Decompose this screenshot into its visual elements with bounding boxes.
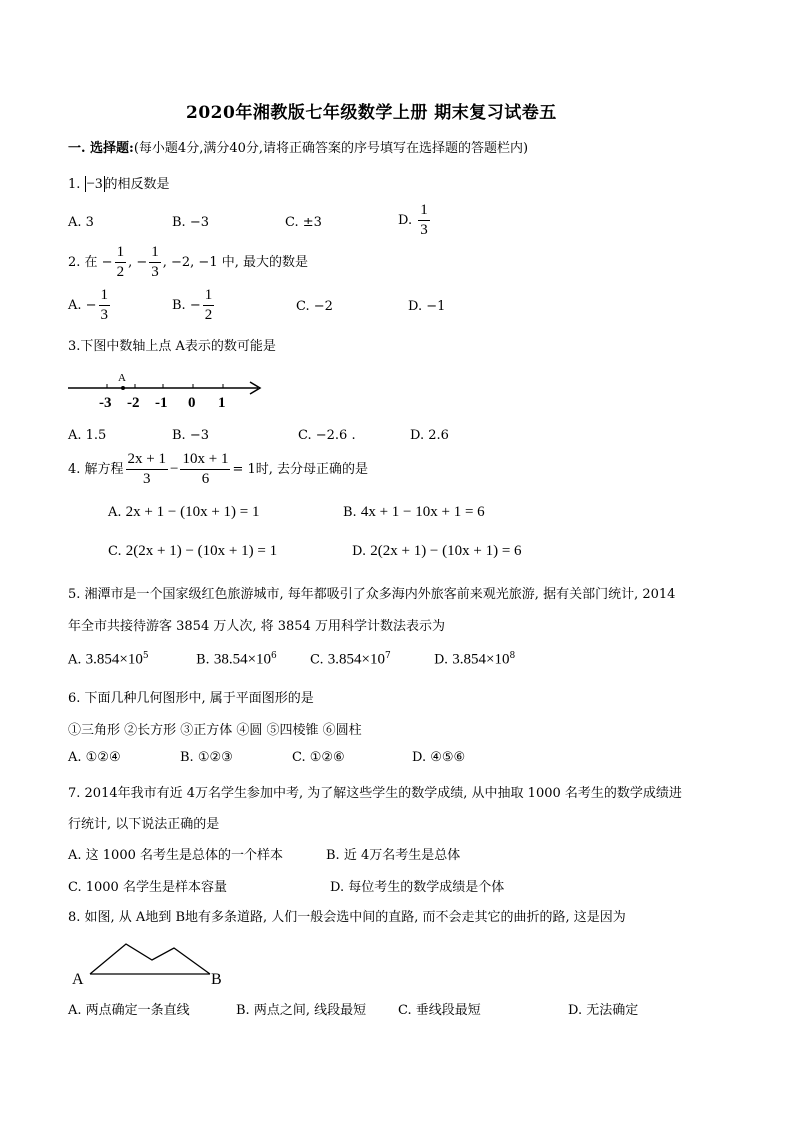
tick-label: -1 — [155, 395, 168, 411]
point-a — [121, 386, 125, 390]
question-5-line-2: 年全市共接待游客 3854 万人次, 将 3854 万用科学计数法表示为 — [68, 619, 445, 634]
fraction-denominator: 2 — [116, 264, 125, 280]
q2-separator: , − — [128, 255, 148, 270]
question-4 — [68, 452, 368, 487]
q5-option-a-exponent: 5 — [142, 651, 149, 661]
q6-option-a: A. ①②④ — [68, 750, 121, 765]
q6-option-c: C. ①②⑥ — [292, 750, 345, 765]
section-note: (每小题4分,满分40分,请将正确答案的序号填写在选择题的答题栏内) — [133, 141, 529, 156]
question-8: 8. 如图, 从 A地到 B地有多条道路, 人们一般会选中间的直路, 而不会走其它的曲折的路, 这是因为 — [68, 910, 626, 925]
question-6: 6. 下面几种几何图形中, 属于平面图形的是 — [68, 691, 314, 706]
fraction-denominator: 3 — [143, 471, 151, 487]
q4-option-a-label: A. — [108, 505, 122, 520]
tick-label: 0 — [188, 395, 196, 411]
q8-option-d: D. 无法确定 — [568, 1003, 639, 1018]
fraction-numerator: 10x + 1 — [180, 452, 230, 470]
q5-option-d-exponent: 8 — [509, 651, 516, 661]
question-2 — [68, 245, 308, 280]
q4-suffix: = 1时, 去分母正确的是 — [232, 462, 369, 477]
q8-option-b: B. 两点之间, 线段最短 — [236, 1003, 367, 1018]
q7-option-b: B. 近 4万名考生是总体 — [326, 848, 461, 863]
q4-option-b-equation: 4x + 1 − 10x + 1 = 6 — [360, 504, 485, 520]
fraction-denominator: 2 — [204, 307, 213, 323]
q6-option-d: D. ④⑤⑥ — [412, 750, 466, 765]
q5-option-d — [434, 651, 515, 668]
q6-items: ①三角形 ②长方形 ③正方体 ④圆 ⑤四棱锥 ⑥圆柱 — [68, 723, 362, 738]
q5-option-c — [310, 651, 391, 668]
question-7-line-2: 行统计, 以下说法正确的是 — [68, 817, 220, 832]
question-1 — [68, 173, 170, 193]
q1-option-d-fraction — [418, 203, 430, 238]
q4-fraction-1 — [126, 452, 168, 487]
q4-minus: − — [170, 461, 179, 477]
q4-option-a-equation: 2x + 1 − (10x + 1) = 1 — [125, 504, 260, 520]
question-5-line-1: 5. 湘潭市是一个国家级红色旅游城市, 每年都吸引了众多海内外旅客前来观光旅游, 据有关部门统计, 2014 — [68, 587, 676, 602]
q1-number: 1. — [68, 177, 81, 192]
q5-option-c-label: C. — [310, 652, 324, 668]
q4-option-a — [108, 504, 260, 521]
q1-absolute-value: −3 — [86, 176, 103, 192]
q5-option-b-label: B. — [196, 652, 210, 668]
q2-fraction-1 — [115, 245, 127, 280]
tick-label: -3 — [99, 395, 112, 411]
q2-option-a — [68, 288, 112, 323]
fraction-denominator: 3 — [151, 264, 159, 280]
q7-option-c: C. 1000 名学生是样本容量 — [68, 880, 227, 895]
q2-option-a-label: A. − — [68, 298, 97, 313]
q4-option-d-label: D. — [352, 544, 367, 559]
q4-prefix: 4. 解方程 — [68, 462, 124, 477]
point-a-label: A — [118, 372, 126, 384]
q2-option-d: D. −1 — [408, 299, 446, 314]
q4-option-d-equation: 2(2x + 1) − (10x + 1) = 6 — [370, 543, 522, 559]
point-b-label: B — [211, 971, 222, 988]
fraction-numerator: 2x + 1 — [126, 452, 168, 470]
q2-option-b — [172, 288, 216, 323]
q3-option-c: C. −2.6 . — [298, 428, 356, 443]
question-3: 3.下图中数轴上点 A表示的数可能是 — [68, 339, 276, 354]
page-title: 2020年湘教版七年级数学上册 期末复习试卷五 — [186, 103, 557, 123]
q5-option-a-base: 3.854×10 — [85, 651, 143, 668]
section-heading — [68, 137, 528, 156]
q8-option-a: A. 两点确定一条直线 — [68, 1003, 190, 1018]
q1-option-c: C. ±3 — [285, 215, 322, 230]
q2-option-b-fraction — [203, 288, 215, 323]
fraction-numerator: 1 — [149, 245, 161, 263]
q1-text: 的相反数是 — [104, 177, 170, 192]
fraction-denominator: 6 — [201, 471, 210, 487]
q3-option-b: B. −3 — [172, 428, 209, 443]
q4-option-c — [108, 543, 277, 560]
q7-option-a: A. 这 1000 名考生是总体的一个样本 — [68, 848, 284, 863]
fraction-numerator: 1 — [115, 245, 127, 263]
q3-option-a: A. 1.5 — [68, 428, 107, 443]
q1-option-d — [398, 203, 432, 238]
fraction-numerator: 1 — [418, 203, 430, 221]
q1-option-a: A. 3 — [68, 215, 94, 230]
q8-option-c: C. 垂线段最短 — [398, 1003, 481, 1018]
q5-option-d-label: D. — [434, 652, 449, 668]
q2-suffix: , −2, −1 中, 最大的数是 — [162, 255, 308, 270]
q5-option-b — [196, 651, 277, 668]
q5-option-b-base: 38.54×10 — [213, 651, 272, 668]
number-line-figure — [66, 366, 266, 412]
question-7-line-1: 7. 2014年我市有近 4万名学生参加中考, 为了解这些学生的数学成绩, 从中抽取 1000 名考生的数学成绩进 — [68, 786, 682, 801]
fraction-denominator: 3 — [100, 307, 109, 323]
fraction-numerator: 1 — [203, 288, 215, 306]
q4-fraction-2 — [180, 452, 230, 487]
q5-option-a — [68, 651, 149, 668]
q4-option-d — [352, 543, 522, 560]
q6-option-b: B. ①②③ — [180, 750, 233, 765]
q4-option-c-label: C. — [108, 544, 122, 559]
q4-option-c-equation: 2(2x + 1) − (10x + 1) = 1 — [125, 543, 278, 559]
point-a-label: A — [72, 971, 84, 988]
section-label: 一. 选择题: — [68, 141, 134, 156]
tick-label: -2 — [127, 395, 140, 411]
q5-option-b-exponent: 6 — [271, 651, 277, 661]
tick-label: 1 — [218, 395, 226, 411]
q5-option-d-base: 3.854×10 — [452, 651, 510, 668]
q2-option-a-fraction — [99, 288, 111, 323]
path-figure — [66, 936, 236, 988]
q7-option-d: D. 每位考生的数学成绩是个体 — [330, 880, 505, 895]
q2-option-b-label: B. − — [172, 298, 201, 313]
q5-option-c-exponent: 7 — [384, 651, 391, 661]
q3-option-d: D. 2.6 — [410, 428, 449, 443]
q1-option-b: B. −3 — [172, 215, 209, 230]
q2-option-c: C. −2 — [296, 299, 333, 314]
q2-prefix: 2. 在 − — [68, 255, 113, 270]
q5-option-c-base: 3.854×10 — [327, 651, 385, 668]
fraction-denominator: 3 — [420, 222, 428, 238]
q2-fraction-2 — [149, 245, 161, 280]
fraction-numerator: 1 — [99, 288, 111, 306]
q4-option-b — [343, 504, 485, 521]
q1-option-d-label: D. — [398, 213, 413, 228]
q4-option-b-label: B. — [343, 505, 357, 520]
winding-path — [90, 944, 210, 974]
q5-option-a-label: A. — [68, 652, 82, 668]
